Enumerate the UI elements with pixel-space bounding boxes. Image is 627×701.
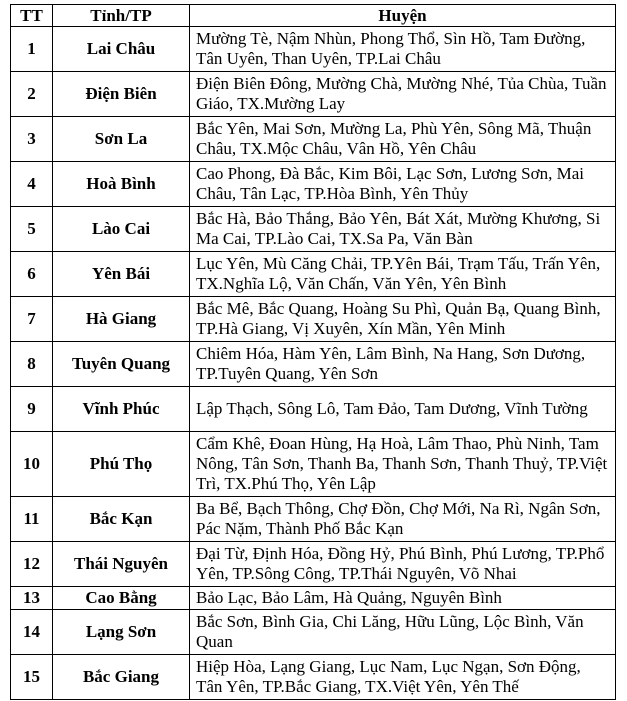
row-number: 3 xyxy=(11,117,53,162)
province-name: Yên Bái xyxy=(53,252,190,297)
row-number: 6 xyxy=(11,252,53,297)
header-province: Tỉnh/TP xyxy=(53,5,190,27)
district-list: Cao Phong, Đà Bắc, Kim Bôi, Lạc Sơn, Lương Sơn, Mai Châu, Tân Lạc, TP.Hòa Bình, Yên Thủy xyxy=(190,162,616,207)
row-number: 12 xyxy=(11,542,53,587)
district-list: Cẩm Khê, Đoan Hùng, Hạ Hoà, Lâm Thao, Phù Ninh, Tam Nông, Tân Sơn, Thanh Ba, Thanh Sơn, Thanh Thuỷ, TP.Việt Trì, TX.Phú Thọ, Yên Lập xyxy=(190,432,616,497)
row-number: 8 xyxy=(11,342,53,387)
row-number: 10 xyxy=(11,432,53,497)
province-name: Lạng Sơn xyxy=(53,610,190,655)
district-list: Bắc Yên, Mai Sơn, Mường La, Phù Yên, Sông Mã, Thuận Châu, TX.Mộc Châu, Vân Hồ, Yên Châu xyxy=(190,117,616,162)
district-list: Hiệp Hòa, Lạng Giang, Lục Nam, Lục Ngạn, Sơn Động, Tân Yên, TP.Bắc Giang, TX.Việt Yên, Yên Thế xyxy=(190,655,616,700)
row-number: 13 xyxy=(11,587,53,610)
row-number: 15 xyxy=(11,655,53,700)
table-row xyxy=(11,655,616,700)
province-name: Hoà Bình xyxy=(53,162,190,207)
header-tt: TT xyxy=(11,5,53,27)
table-row xyxy=(11,610,616,655)
district-list: Mường Tè, Nậm Nhùn, Phong Thổ, Sìn Hồ, Tam Đường, Tân Uyên, Than Uyên, TP.Lai Châu xyxy=(190,27,616,72)
table-row xyxy=(11,587,616,610)
province-name: Phú Thọ xyxy=(53,432,190,497)
district-list: Bắc Hà, Bảo Thắng, Bảo Yên, Bát Xát, Mường Khương, Si Ma Cai, TP.Lào Cai, TX.Sa Pa, Văn Bàn xyxy=(190,207,616,252)
table-row xyxy=(11,27,616,72)
province-district-table xyxy=(10,4,616,700)
table-row xyxy=(11,72,616,117)
table-row xyxy=(11,497,616,542)
table-row xyxy=(11,542,616,587)
province-name: Bắc Giang xyxy=(53,655,190,700)
district-list: Chiêm Hóa, Hàm Yên, Lâm Bình, Na Hang, Sơn Dương, TP.Tuyên Quang, Yên Sơn xyxy=(190,342,616,387)
district-list: Lập Thạch, Sông Lô, Tam Đảo, Tam Dương, Vĩnh Tường xyxy=(190,387,616,432)
table-row xyxy=(11,117,616,162)
table-row xyxy=(11,387,616,432)
row-number: 9 xyxy=(11,387,53,432)
table-row xyxy=(11,432,616,497)
province-name: Điện Biên xyxy=(53,72,190,117)
district-list: Bắc Mê, Bắc Quang, Hoàng Su Phì, Quản Bạ, Quang Bình, TP.Hà Giang, Vị Xuyên, Xín Mần, Yên Minh xyxy=(190,297,616,342)
district-list: Điện Biên Đông, Mường Chà, Mường Nhé, Tủa Chùa, Tuần Giáo, TX.Mường Lay xyxy=(190,72,616,117)
row-number: 4 xyxy=(11,162,53,207)
province-name: Vĩnh Phúc xyxy=(53,387,190,432)
province-name: Bắc Kạn xyxy=(53,497,190,542)
row-number: 14 xyxy=(11,610,53,655)
row-number: 1 xyxy=(11,27,53,72)
province-name: Lai Châu xyxy=(53,27,190,72)
table-row xyxy=(11,342,616,387)
header-district: Huyện xyxy=(190,5,616,27)
province-name: Lào Cai xyxy=(53,207,190,252)
district-list: Lục Yên, Mù Căng Chải, TP.Yên Bái, Trạm Tấu, Trấn Yên, TX.Nghĩa Lộ, Văn Chấn, Văn Yên, Yên Bình xyxy=(190,252,616,297)
province-name: Hà Giang xyxy=(53,297,190,342)
district-list: Ba Bể, Bạch Thông, Chợ Đồn, Chợ Mới, Na Rì, Ngân Sơn, Pác Nặm, Thành Phố Bắc Kạn xyxy=(190,497,616,542)
table-row xyxy=(11,297,616,342)
district-list: Bắc Sơn, Bình Gia, Chi Lăng, Hữu Lũng, Lộc Bình, Văn Quan xyxy=(190,610,616,655)
table-header-row xyxy=(11,5,616,27)
table-row xyxy=(11,207,616,252)
row-number: 7 xyxy=(11,297,53,342)
district-list: Bảo Lạc, Bảo Lâm, Hà Quảng, Nguyên Bình xyxy=(190,587,616,610)
province-name: Tuyên Quang xyxy=(53,342,190,387)
row-number: 5 xyxy=(11,207,53,252)
province-name: Cao Bằng xyxy=(53,587,190,610)
district-list: Đại Từ, Định Hóa, Đồng Hỷ, Phú Bình, Phú Lương, TP.Phổ Yên, TP.Sông Công, TP.Thái Nguyên, Võ Nhai xyxy=(190,542,616,587)
table-row xyxy=(11,252,616,297)
province-name: Sơn La xyxy=(53,117,190,162)
row-number: 11 xyxy=(11,497,53,542)
row-number: 2 xyxy=(11,72,53,117)
table-row xyxy=(11,162,616,207)
province-name: Thái Nguyên xyxy=(53,542,190,587)
